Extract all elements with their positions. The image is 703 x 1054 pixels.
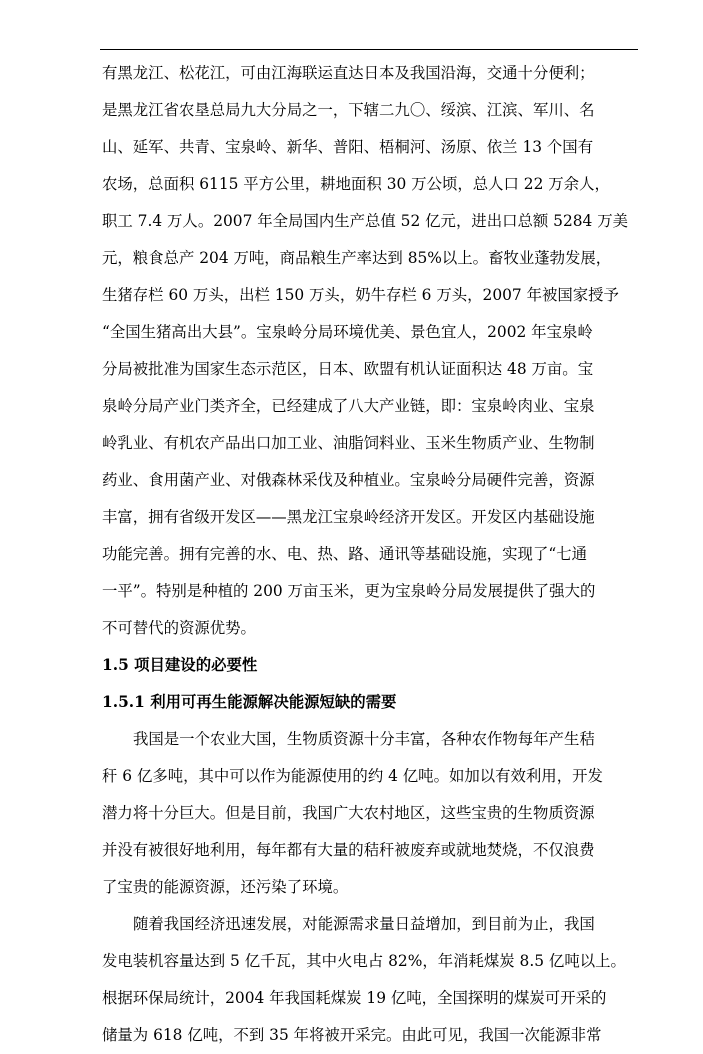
text-line: 我国是一个农业大国，生物质资源十分丰富，各种农作物每年产生秸: [133, 730, 595, 748]
text-line: “全国生猪高出大县”。宝泉岭分局环境优美、景色宜人，2002 年宝泉岭: [102, 323, 593, 341]
text-line: 是黑龙江省农垦总局九大分局之一，下辖二九〇、绥滨、江滨、军川、名: [102, 101, 595, 119]
text-line: 药业、食用菌产业、对俄森林采伐及种植业。宝泉岭分局硬件完善，资源: [102, 471, 595, 489]
text-line: 元，粮食总产 204 万吨，商品粮生产率达到 85%以上。畜牧业蓬勃发展，: [102, 249, 612, 267]
text-line: 储量为 618 亿吨，不到 35 年将被开采完。由此可见，我国一次能源非常: [102, 1026, 602, 1044]
text-line: 泉岭分局产业门类齐全，已经建成了八大产业链，即：宝泉岭肉业、宝泉: [102, 397, 595, 415]
section-heading: 1.5 项目建设的必要性: [102, 656, 258, 674]
text-line: 农场，总面积 6115 平方公里，耕地面积 30 万公顷，总人口 22 万余人，: [102, 175, 610, 193]
text-line: 一平”。特别是种植的 200 万亩玉米，更为宝泉岭分局发展提供了强大的: [102, 582, 596, 600]
text-line: 了宝贵的能源资源，还污染了环境。: [102, 878, 349, 896]
text-line: 并没有被很好地利用，每年都有大量的秸秆被废弃或就地焚烧，不仅浪费: [102, 841, 595, 859]
text-line: 丰富，拥有省级开发区——黑龙江宝泉岭经济开发区。开发区内基础设施: [102, 508, 595, 526]
text-line: 随着我国经济迅速发展，对能源需求量日益增加，到目前为止，我国: [133, 915, 595, 933]
text-line: 功能完善。拥有完善的水、电、热、路、通讯等基础设施，实现了“七通: [102, 545, 587, 563]
text-line: 岭乳业、有机农产品出口加工业、油脂饲料业、玉米生物质产业、生物制: [102, 434, 595, 452]
text-line: 职工 7.4 万人。2007 年全局国内生产总值 52 亿元，进出口总额 5284 万美: [102, 212, 629, 230]
text-line: 秆 6 亿多吨，其中可以作为能源使用的约 4 亿吨。如加以有效利用，开发: [102, 767, 603, 785]
text-line: 有黑龙江、松花江，可由江海联运直达日本及我国沿海，交通十分便利；: [102, 64, 595, 82]
subsection-heading: 1.5.1 利用可再生能源解决能源短缺的需要: [102, 693, 397, 711]
text-line: 根据环保局统计，2004 年我国耗煤炭 19 亿吨，全国探明的煤炭可开采的: [102, 989, 607, 1007]
text-line: 分局被批准为国家生态示范区，日本、欧盟有机认证面积达 48 万亩。宝: [102, 360, 594, 378]
text-line: 不可替代的资源优势。: [102, 619, 256, 637]
intro-paragraph: [102, 55, 632, 1054]
text-line: 生猪存栏 60 万头，出栏 150 万头，奶牛存栏 6 万头，2007 年被国家授予: [102, 286, 619, 304]
header-rule: [100, 49, 638, 50]
text-line: 发电装机容量达到 5 亿千瓦，其中火电占 82%，年消耗煤炭 8.5 亿吨以上。: [102, 952, 626, 970]
text-line: 潜力将十分巨大。但是目前，我国广大农村地区，这些宝贵的生物质资源: [102, 804, 595, 822]
text-line: 山、延军、共青、宝泉岭、新华、普阳、梧桐河、汤原、依兰 13 个国有: [102, 138, 594, 156]
